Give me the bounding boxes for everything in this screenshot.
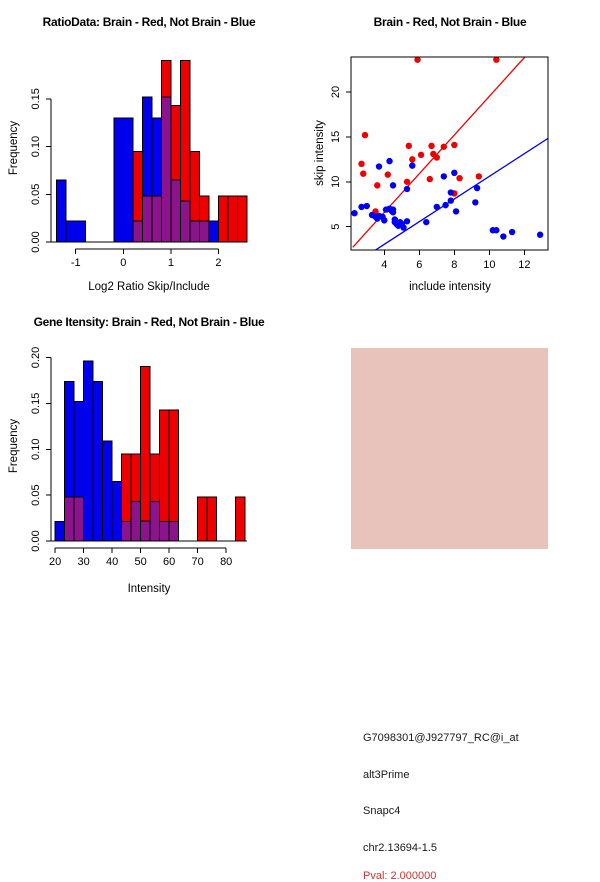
histogram-bar: [76, 221, 86, 242]
x-tick-label: 2: [215, 257, 222, 269]
scatter-title: Brain - Red, Not Brain - Blue: [373, 15, 527, 29]
scatter-ylabel: skip intensity: [314, 120, 326, 186]
x-tick-label: 10: [483, 259, 496, 271]
histogram-bar: [209, 221, 219, 242]
plot-box: [351, 57, 548, 250]
scatter-point: [351, 210, 357, 216]
x-tick-label: 0: [120, 257, 127, 269]
histogram-overlap-bar: [122, 522, 132, 541]
scatter-point: [474, 185, 480, 191]
histogram-overlap-bar: [160, 522, 170, 541]
scatter-point: [374, 182, 380, 188]
histogram-overlap-bar: [74, 497, 84, 541]
histogram-bar: [123, 118, 133, 242]
scatter-point: [360, 170, 366, 176]
histogram-overlap-bar: [150, 502, 160, 541]
probe-id-text: G7098301@J927797_RC@i_at: [363, 732, 519, 744]
scatter-point: [500, 233, 506, 239]
ratio-histogram-ylabel: Frequency: [8, 120, 20, 176]
scatter-point: [456, 175, 462, 181]
histogram-bar: [237, 196, 247, 242]
scatter-point: [406, 143, 412, 149]
scatter-point: [376, 163, 382, 169]
scatter-point: [451, 170, 457, 176]
histogram-bar: [55, 522, 65, 541]
scatter-point: [423, 219, 429, 225]
histogram-bar: [57, 180, 67, 242]
y-tick-label: 0.10: [30, 135, 42, 158]
y-tick-label: 15: [330, 130, 342, 144]
histogram-overlap-bar: [141, 521, 151, 541]
histogram-bar: [228, 196, 238, 242]
x-tick-label: 12: [518, 259, 531, 271]
scatter-point: [451, 142, 457, 148]
pval-text: Pval: 2.000000: [363, 870, 437, 882]
scatter-point: [442, 202, 448, 208]
histogram-bar: [141, 367, 151, 541]
x-tick-label: 30: [77, 556, 90, 568]
scatter-point: [362, 132, 368, 138]
scatter-point: [509, 229, 515, 235]
scatter-point: [448, 189, 454, 195]
scatter-point: [476, 173, 482, 179]
y-tick-label: 0.05: [30, 183, 42, 205]
y-tick-label: 0.10: [30, 438, 42, 460]
scatter-point: [400, 224, 406, 230]
y-tick-label: 0.15: [30, 392, 42, 415]
scatter-point: [428, 143, 434, 149]
scatter-point: [434, 204, 440, 210]
histogram-bar: [66, 221, 76, 242]
histogram-bar: [103, 441, 113, 541]
scatter-point: [358, 161, 364, 167]
x-tick-label: 1: [167, 257, 174, 269]
y-tick-label: 20: [330, 85, 342, 99]
histogram-overlap-bar: [199, 221, 209, 242]
scatter-point: [404, 179, 410, 185]
histogram-bar: [112, 481, 122, 541]
gene-name-text: Snapc4: [363, 805, 401, 817]
histogram-overlap-bar: [180, 201, 190, 242]
scatter-point: [441, 173, 447, 179]
scatter-point: [537, 232, 543, 238]
scatter-point: [390, 209, 396, 215]
scatter-point: [418, 152, 424, 158]
ratio-histogram-title: RatioData: Brain - Red, Not Brain - Blue: [42, 15, 256, 29]
scatter-point: [493, 227, 499, 233]
scatter-point: [434, 154, 440, 160]
scatter-point: [364, 203, 370, 209]
scatter-point: [427, 176, 433, 182]
histogram-overlap-bar: [161, 97, 171, 242]
ratio-histogram-xlabel: Log2 Ratio Skip/Include: [88, 281, 210, 293]
y-tick-label: 10: [330, 175, 342, 188]
histogram-bar: [218, 196, 228, 242]
x-tick-label: 60: [163, 556, 176, 568]
histogram-bar: [84, 361, 94, 541]
histogram-overlap-bar: [152, 196, 162, 242]
y-tick-label: 5: [330, 223, 342, 230]
scatter-point: [448, 197, 454, 203]
histogram-bar: [198, 497, 208, 541]
gene-histogram-xlabel: Intensity: [127, 583, 171, 595]
scatter-point: [386, 158, 392, 164]
histogram-bar: [114, 118, 124, 242]
x-tick-label: -1: [70, 257, 81, 269]
splice-type-text: alt3Prime: [363, 769, 410, 781]
y-tick-label: 0.00: [30, 231, 42, 253]
histogram-overlap-bar: [142, 196, 152, 242]
y-tick-label: 0.20: [30, 346, 42, 369]
y-tick-label: 0.15: [30, 88, 42, 110]
histogram-bar: [236, 497, 246, 541]
gene-info-panel: [351, 348, 548, 882]
histogram-overlap-bar: [131, 502, 141, 541]
scatter-point: [441, 144, 447, 150]
x-tick-label: 50: [134, 556, 147, 568]
y-tick-label: 0.00: [30, 530, 42, 552]
scatter-point: [381, 217, 387, 223]
x-tick-label: 8: [451, 259, 458, 271]
x-tick-label: 70: [191, 556, 204, 568]
x-tick-label: 80: [220, 556, 233, 568]
scatter-point: [385, 171, 391, 177]
histogram-overlap-bar: [171, 180, 181, 242]
gene-histogram-ylabel: Frequency: [8, 418, 20, 474]
y-tick-label: 0.05: [30, 484, 42, 506]
scatter-point: [404, 218, 410, 224]
gene-histogram-title: Gene Itensity: Brain - Red, Not Brain - Blue: [33, 315, 265, 329]
x-tick-label: 40: [106, 556, 119, 568]
histogram-overlap-bar: [65, 497, 75, 541]
histogram-overlap-bar: [133, 221, 143, 242]
scatter-point: [453, 208, 459, 214]
scatter-point: [472, 199, 478, 205]
x-tick-label: 4: [381, 259, 388, 271]
scatter-point: [409, 156, 415, 162]
histogram-overlap-bar: [169, 522, 179, 541]
scatter-point: [409, 162, 415, 168]
scatter-point: [404, 186, 410, 192]
chromosome-location-text: chr2.13694-1.5: [363, 842, 437, 854]
scatter-point: [390, 182, 396, 188]
scatter-xlabel: include intensity: [409, 281, 491, 293]
histogram-bar: [93, 381, 103, 541]
histogram-overlap-bar: [190, 221, 200, 242]
histogram-bar: [207, 497, 217, 541]
x-tick-label: 6: [416, 259, 423, 271]
x-tick-label: 20: [49, 556, 62, 568]
